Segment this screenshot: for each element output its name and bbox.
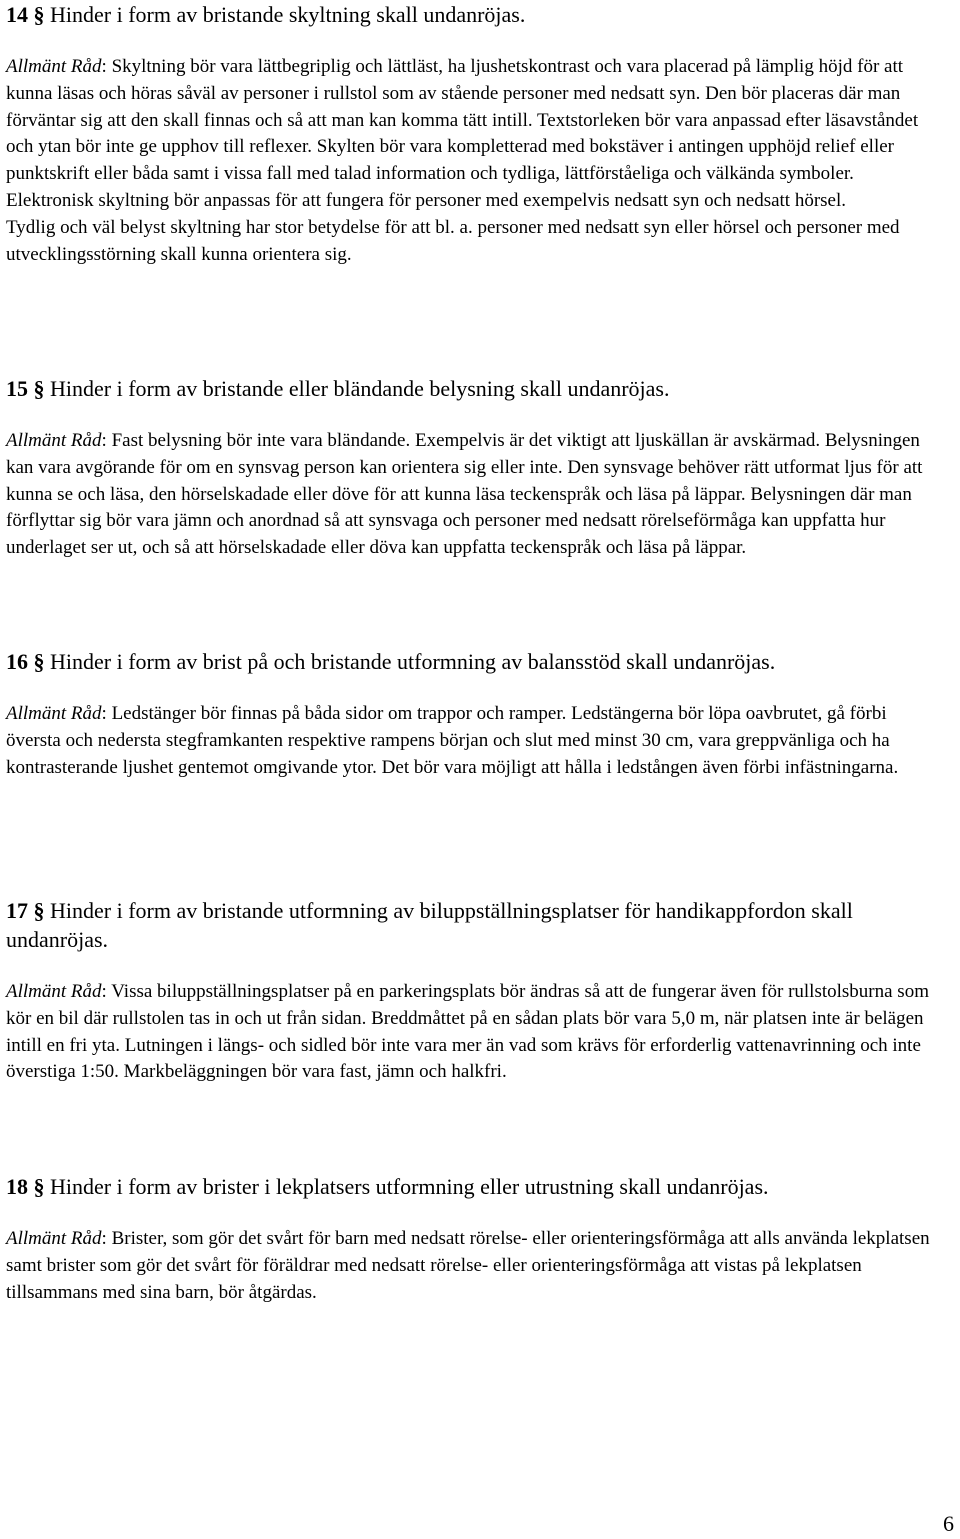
section-heading	[6, 647, 946, 676]
section-paragraph-text: Fast belysning bör inte vara bländande. Exempelvis är det viktigt att ljuskällan är avskärmad. Belysningen kan vara avgörande för om en synsvag person kan orientera sig eller inte. Den synsvage behöver rätt utformat ljus för att kunna se och läsa, den hörselskadade eller döve för att kunna läsa teckenspråk och läsa på läppar. Belysningen där man förflyttar sig bör vara jämn och anordnad så att synsvaga och personer med nedsatt rörelseförmåga kan uppfatta hur underlaget ser ut, och så att hörselskadade eller döva kan uppfatta teckenspråk och läsa på läppar.	[6, 430, 923, 559]
section-number: 16	[6, 649, 28, 674]
section-number: 17	[6, 898, 28, 923]
section-paragraph-text: Skyltning bör vara lättbegriplig och lättläst, ha ljushetskontrast och vara placerad på lämplig höjd för att kunna läsas och höras såväl av personer i rullstol som av stående personer med nedsatt syn. Den bör placeras där man förväntar sig att den skall finnas och så att man kan komma tätt intill. Textstorleken bör vara anpassad efter läsavståndet och ytan bör inte ge upphov till reflexer. Skylten bör vara kompletterad med bokstäver i antingen upphöjd relief eller punktskrift eller båda samt i vissa fall med talad information och tydliga, lättförståeliga och välkända symboler. Elektronisk skyltning bör anpassas för att fungera för personer med exempelvis nedsatt syn och nedsatt hörsel.	[6, 56, 919, 211]
paragraph-sign-icon: §	[33, 649, 45, 674]
page-number: 6	[943, 1511, 954, 1536]
paragraph-sign-icon: §	[33, 898, 45, 923]
section-paragraph: Allmänt Råd: Vissa biluppställningsplatser på en parkeringsplats bör ändras så att de fungerar även för rullstolsburna som kör en bil där rullstolen tas in och ut från sidan. Breddmåttet på en sådan plats bör vara 5,0 m, när platsen inte är belägen intill en fri yta. Lutningen i längs- och sidled bör inte vara mer än vad som krävs för erforderlig vattenavrinning och inte överstiga 1:50. Markbeläggningen bör vara fast, jämn och halkfri.	[6, 981, 929, 1083]
section-paragraph: Allmänt Råd: Fast belysning bör inte vara bländande. Exempelvis är det viktigt att ljuskällan är avskärmad. Belysningen kan vara avgörande för om en synsvag person kan orientera sig eller inte. Den synsvage behöver rätt utformat ljus för att kunna se och läsa, den hörselskadade eller döve för att kunna läsa teckenspråk och läsa på läppar. Belysningen där man förflyttar sig bör vara jämn och anordnad så att synsvaga och personer med nedsatt rörelseförmåga kan uppfatta hur underlaget ser ut, och så att hörselskadade eller döva kan uppfatta teckenspråk och läsa på läppar.	[6, 430, 923, 559]
section-number: 14	[6, 2, 28, 27]
section-14	[6, 0, 946, 268]
paragraph-sign-icon: §	[33, 2, 45, 27]
section-heading-text: Hinder i form av bristande eller bländande belysning skall undanröjas.	[50, 376, 670, 401]
section-heading-text: Hinder i form av brist på och bristande utformning av balansstöd skall undanröjas.	[50, 649, 776, 674]
paragraph-sign-icon: §	[33, 376, 45, 401]
section-paragraph: Allmänt Råd: Ledstänger bör finnas på båda sidor om trappor och ramper. Ledstängerna bör löpa oavbrutet, gå förbi översta och nedersta stegframkanten respektive rampens början och slut med minst 30 cm, vara greppvänliga och ha kontrasterande ljushet gentemot omgivande ytor. Det bör vara möjligt att hålla i ledstången även förbi infästningarna.	[6, 703, 899, 778]
section-heading	[6, 896, 946, 954]
section-heading	[6, 1172, 946, 1201]
section-paragraph-text: Vissa biluppställningsplatser på en parkeringsplats bör ändras så att de fungerar även för rullstolsburna som kör en bil där rullstolen tas in och ut från sidan. Breddmåttet på en sådan plats bör vara 5,0 m, när platsen inte är belägen intill en fri yta. Lutningen i längs- och sidled bör inte vara mer än vad som krävs för erforderlig vattenavrinning och inte överstiga 1:50. Markbeläggningen bör vara fast, jämn och halkfri.	[6, 981, 929, 1083]
section-18	[6, 1172, 946, 1306]
section-number: 15	[6, 376, 28, 401]
section-paragraph-text: Tydlig och väl belyst skyltning har stor betydelse för att bl. a. personer med nedsatt syn eller hörsel och personer med utvecklingsstörning skall kunna orientera sig.	[6, 216, 900, 265]
section-paragraph	[6, 215, 946, 269]
section-heading-text: Hinder i form av bristande skyltning skall undanröjas.	[50, 2, 526, 27]
section-17	[6, 896, 946, 1086]
general-advice-label: Allmänt Råd	[6, 56, 102, 77]
general-advice-label: Allmänt Råd	[6, 1228, 102, 1249]
section-heading	[6, 374, 946, 403]
paragraph-sign-icon: §	[33, 1174, 45, 1199]
general-advice-label: Allmänt Råd	[6, 703, 102, 724]
section-heading-text: Hinder i form av bristande utformning av biluppställningsplatser för handikappfordon skall undanröjas.	[6, 898, 853, 952]
section-paragraph: Allmänt Råd: Brister, som gör det svårt för barn med nedsatt rörelse- eller orienteringsförmåga att alls använda lekplatsen samt brister som gör det svårt för föräldrar med nedsatt rörelse- eller orienteringsförmåga att vistas på lekplatsen tillsammans med sina barn, bör åtgärdas.	[6, 1228, 930, 1303]
section-paragraph-text: Brister, som gör det svårt för barn med nedsatt rörelse- eller orienteringsförmåga att alls använda lekplatsen samt brister som gör det svårt för föräldrar med nedsatt rörelse- eller orienteringsförmåga att vistas på lekplatsen tillsammans med sina barn, bör åtgärdas.	[6, 1228, 930, 1303]
section-heading-text: Hinder i form av brister i lekplatsers utformning eller utrustning skall undanröjas.	[50, 1174, 769, 1199]
general-advice-label: Allmänt Råd	[6, 430, 102, 451]
section-number: 18	[6, 1174, 28, 1199]
general-advice-label: Allmänt Råd	[6, 981, 102, 1002]
section-16	[6, 647, 946, 781]
section-paragraph-text: Ledstänger bör finnas på båda sidor om trappor och ramper. Ledstängerna bör löpa oavbrutet, gå förbi översta och nedersta stegframkanten respektive rampens början och slut med minst 30 cm, vara greppvänliga och ha kontrasterande ljushet gentemot omgivande ytor. Det bör vara möjligt att hålla i ledstången även förbi infästningarna.	[6, 703, 899, 778]
section-heading	[6, 0, 946, 29]
section-15	[6, 374, 946, 562]
section-paragraph: Allmänt Råd: Skyltning bör vara lättbegriplig och lättläst, ha ljushetskontrast och vara placerad på lämplig höjd för att kunna läsas och höras såväl av personer i rullstol som av stående personer med nedsatt syn. Den bör placeras där man förväntar sig att den skall finnas och så att man kan komma tätt intill. Textstorleken bör vara anpassad efter läsavståndet och ytan bör inte ge upphov till reflexer. Skylten bör vara kompletterad med bokstäver i antingen upphöjd relief eller punktskrift eller båda samt i vissa fall med talad information och tydliga, lättförståeliga och välkända symboler. Elektronisk skyltning bör anpassas för att fungera för personer med exempelvis nedsatt syn och nedsatt hörsel.	[6, 56, 919, 211]
